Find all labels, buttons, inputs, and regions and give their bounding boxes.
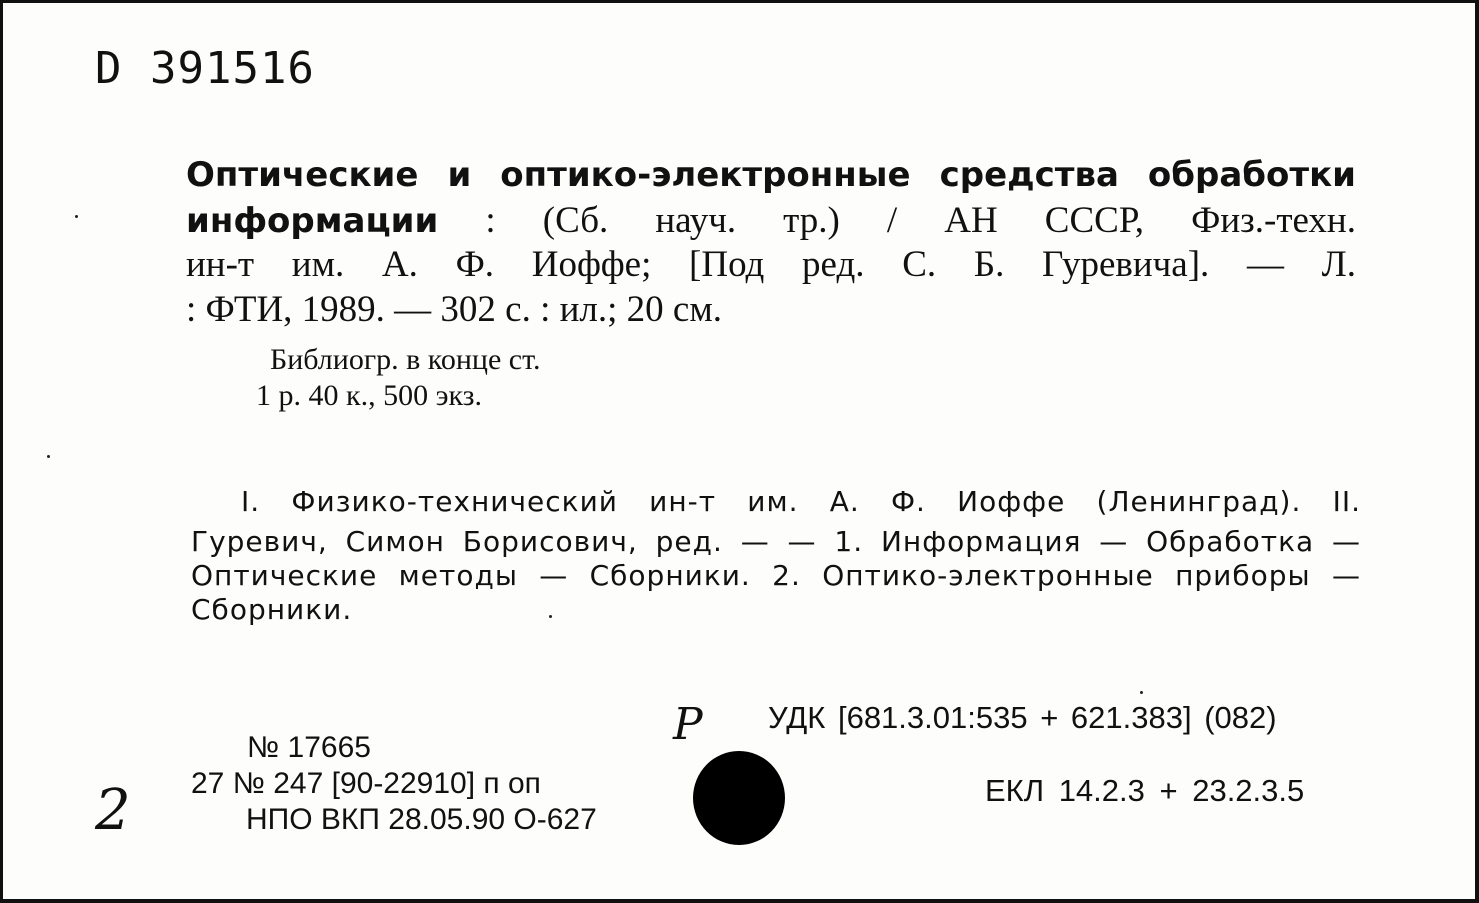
speck (1140, 691, 1143, 694)
tracing-line-2: Гуревич, Симон Борисович, ред. — — 1. Информация — Обработка — (191, 525, 1361, 558)
tracing-line-4: Сборники. (191, 593, 353, 626)
title-main-continued: информации (186, 201, 439, 241)
title-line-2 (186, 199, 1356, 243)
order-line: 27 № 247 [90-22910] п оп (191, 767, 541, 800)
tracing-line-3: Оптические методы — Сборники. 2. Оптико-электронные приборы — (191, 559, 1361, 592)
npo-line: НПО ВКП 28.05.90 О-627 (246, 803, 597, 836)
card-number: D 391516 (95, 43, 315, 94)
handwritten-digit: 2 (95, 778, 131, 843)
tracing-line-1: I. Физико-технический ин-т им. А. Ф. Иоффе (Ленинград). II. (241, 485, 1361, 518)
udk-code: УДК [681.3.01:535 + 621.383] (082) (768, 700, 1277, 735)
title-line-4: : ФТИ, 1989. — 302 с. : ил.; 20 см. (186, 289, 722, 330)
ekl-code: ЕКЛ 14.2.3 + 23.2.3.5 (985, 773, 1305, 808)
handwritten-mark: Р (673, 699, 703, 750)
title-line-3: ин-т им. А. Ф. Иоффе; [Под ред. С. Б. Гуревича]. — Л. (186, 244, 1356, 285)
speck (75, 215, 78, 218)
bibliography-note: Библиогр. в конце ст. (270, 343, 541, 376)
inventory-number: № 17665 (247, 731, 371, 764)
speck (47, 455, 50, 458)
title-main: Оптические и оптико-электронные средства обработки (186, 155, 1356, 195)
price-note: 1 р. 40 к., 500 экз. (256, 379, 482, 412)
title-statement: : (Сб. науч. тр.) / АН СССР, Физ.-техн. (438, 200, 1356, 241)
title-line-1 (186, 153, 1356, 197)
speck (549, 615, 552, 618)
ink-blot (693, 751, 785, 845)
